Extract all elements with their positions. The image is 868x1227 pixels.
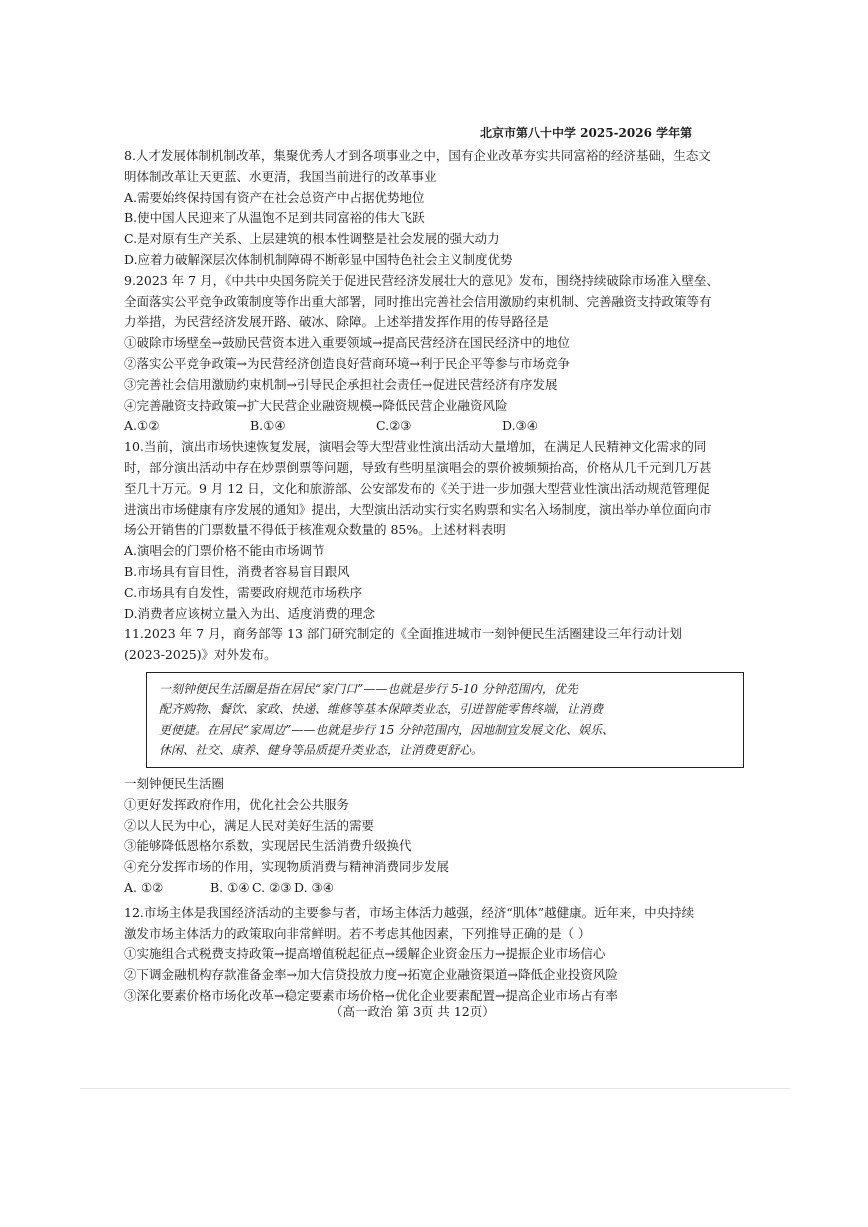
q9-item-1: ①破除市场壁垒→鼓励民营资本进入重要领域→提高民营经济在国民经济中的地位: [124, 335, 570, 351]
q12-stem-line: 12.市场主体是我国经济活动的主要参与者，市场主体活力越强，经济“肌体”越健康。近年来，中央持续: [124, 904, 695, 920]
q11-material-box: [146, 672, 744, 768]
q11-box-line: 配齐购物、餐饮、家政、快递、维修等基本保障类业态，引进智能零售终端，让消费: [159, 702, 604, 717]
q10-stem-line: 至几十万元。9 月 12 日，文化和旅游部、公安部发布的《关于进一步加强大型营业性演出活动规范管理促: [124, 480, 710, 496]
q11-item-1: ①更好发挥政府作用，优化社会公共服务: [124, 796, 350, 812]
q9-item-4: ④完善融资支持政策→扩大民营企业融资规模→降低民营企业融资风险: [124, 397, 508, 413]
q10-option-d: D.消费者应该树立量入为出、适度消费的理念: [124, 605, 376, 621]
q8-option-d: D.应着力破解深层次体制机制障碍不断彰显中国特色社会主义制度优势: [124, 251, 513, 267]
q11-choice-b: B. ①④: [210, 879, 250, 895]
q10-option-b: B.市场具有盲目性，消费者容易盲目跟风: [124, 563, 350, 579]
question-8: [124, 146, 748, 271]
q11-item-4: ④充分发挥市场的作用，实现物质消费与精神消费同步发展: [124, 859, 450, 875]
q11-box-line: 一刻钟便民生活圈是指在居民“家门口”——也就是步行 5-10 分钟范围内，优先: [159, 681, 578, 696]
question-12: [124, 903, 748, 1007]
question-9: [124, 271, 748, 437]
q9-item-3: ③完善社会信用激励约束机制→引导民企承担社会责任→促进民营经济有序发展: [124, 376, 558, 392]
exam-content: [124, 146, 748, 1007]
page-header: 北京市第八十中学 2025-2026 学年第: [480, 126, 693, 140]
q11-item-3: ③能够降低恩格尔系数，实现居民生活消费升级换代: [124, 838, 412, 854]
q11-box-line: 休闲、社交、康养、健身等品质提升类业态，让消费更舒心。: [159, 743, 484, 758]
q9-item-2: ②落实公平竞争政策→为民营经济创造良好营商环境→利于民企平等参与市场竞争: [124, 355, 570, 371]
q10-option-c: C.市场具有自发性，需要政府规范市场秩序: [124, 584, 363, 600]
q9-choices: [124, 416, 748, 437]
q9-choice-a: A.①②: [124, 418, 160, 434]
q10-stem-line: 进演出市场健康有序发展的通知》提出，大型演出活动实行实名购票和实名入场制度，演出举办单位面向市: [124, 501, 712, 517]
q8-stem-line: 明体制改革让天更蓝、水更清，我国当前进行的改革事业: [124, 168, 437, 184]
q11-choice-c: C. ②③: [252, 879, 292, 895]
q8-option-b: B.使中国人民迎来了从温饱不足到共同富裕的伟大飞跃: [124, 210, 425, 226]
q10-stem-line: 场公开销售的门票数量不得低于核准观众数量的 85%。上述材料表明: [124, 522, 506, 538]
q12-item-2: ②下调金融机构存款准备金率→加大信贷投放力度→拓宽企业融资渠道→降低企业投资风险: [124, 967, 618, 983]
q9-stem-line: 9.2023 年 7 月，《中共中央国务院关于促进民营经济发展壮大的意见》发布，围绕持续破除市场准入壁垒、: [124, 272, 719, 288]
q9-choice-b: B.①④: [250, 418, 286, 434]
q11-lead: 一刻钟便民生活圈: [124, 775, 225, 791]
q10-stem-line: 10.当前，演出市场快速恢复发展，演唱会等大型营业性演出活动大量增加，在满足人民精神文化需求的同: [124, 439, 707, 455]
q9-stem-line: 全面落实公平竞争政策制度等作出重大部署，同时推出完善社会信用激励约束机制、完善融资支持政策等有: [124, 293, 712, 309]
q11-stem-line: (2023-2025)》对外发布。: [124, 647, 277, 663]
q11-choice-a: A. ①②: [124, 879, 164, 895]
q11-stem-line: 11.2023 年 7 月，商务部等 13 部门研究制定的《全面推进城市一刻钟便民生活圈建设三年行动计划: [124, 626, 682, 642]
q11-box-line: 更便捷。在居民“家周边”——也就是步行 15 分钟范围内，因地制宜发展文化、娱乐、: [159, 722, 615, 737]
q11-item-2: ②以人民为中心，满足人民对美好生活的需要: [124, 817, 375, 833]
q9-choice-d: D.③④: [502, 418, 538, 434]
q11-choice-d: D. ③④: [294, 879, 334, 895]
q8-stem-line: 8.人才发展体制机制改革，集聚优秀人才到各项事业之中，国有企业改革夯实共同富裕的经济基础，生态文: [124, 148, 711, 163]
q10-stem-line: 时，部分演出活动中存在炒票倒票等问题，导致有些明星演唱会的票价被频频抬高，价格从几千元到几万甚: [124, 459, 712, 475]
question-10: [124, 437, 748, 624]
q9-stem-line: 力举措，为民营经济发展开路、破冰、除障。上述举措发挥作用的传导路径是: [124, 314, 550, 330]
q8-option-a: A.需要始终保持国有资产在社会总资产中占据优势地位: [124, 189, 425, 205]
page-divider: [80, 1088, 790, 1089]
q11-choices: [124, 878, 748, 899]
q12-stem-line: 激发市场主体活力的政策取向非常鲜明。若不考虑其他因素，下列推导正确的是（ ）: [124, 925, 591, 941]
q12-item-3: ③深化要素价格市场化改革→稳定要素市场价格→优化企业要素配置→提高企业市场占有率: [124, 987, 618, 1003]
question-11: [124, 624, 748, 898]
q9-choice-c: C.②③: [376, 418, 412, 434]
q12-item-1: ①实施组合式税费支持政策→提高增值税起征点→缓解企业资金压力→提振企业市场信心: [124, 946, 606, 962]
page-footer: （高一政治 第 3页 共 12页）: [330, 1004, 495, 1019]
q10-option-a: A.演唱会的门票价格不能由市场调节: [124, 543, 325, 559]
q8-option-c: C.是对原有生产关系、上层建筑的根本性调整是社会发展的强大动力: [124, 231, 500, 247]
